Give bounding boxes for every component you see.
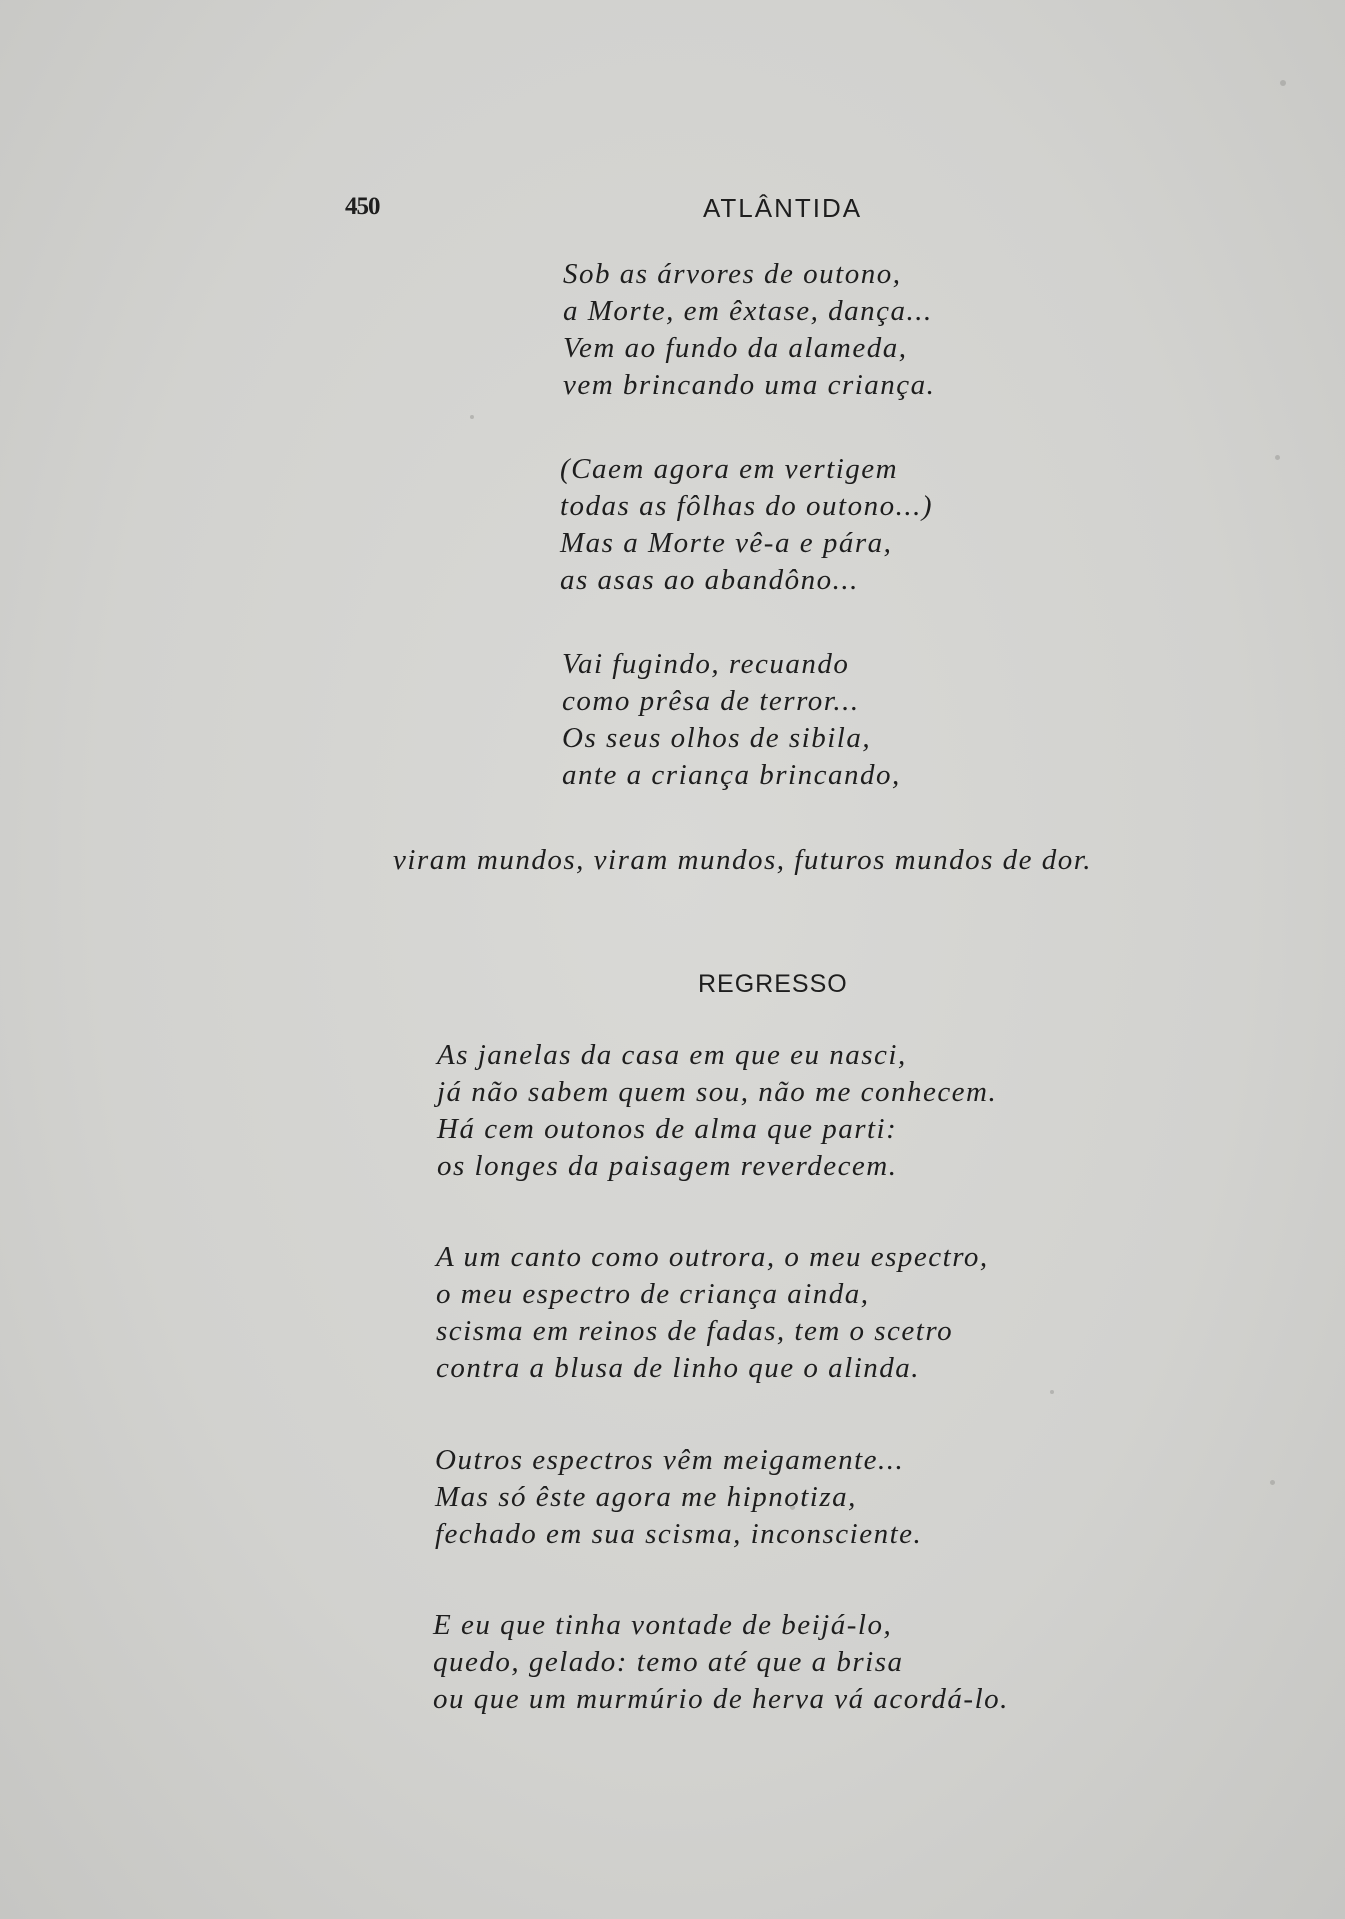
- stanza: [433, 1607, 1009, 1718]
- paper-speck: [1050, 1390, 1054, 1394]
- verse-line: (Caem agora em vertigem: [560, 453, 899, 485]
- stanza: [437, 1037, 997, 1185]
- paper-speck: [470, 415, 474, 419]
- verse-line: como prêsa de terror...: [562, 685, 860, 717]
- verse-line: A um canto como outrora, o meu espectro,: [436, 1241, 989, 1273]
- verse-line: fechado em sua scisma, inconsciente.: [435, 1518, 923, 1550]
- verse-line: Outros espectros vêm meigamente...: [435, 1444, 905, 1476]
- verse-line: vem brincando uma criança.: [563, 369, 936, 401]
- verse-line: o meu espectro de criança ainda,: [436, 1278, 870, 1310]
- verse-line: as asas ao abandôno...: [560, 564, 859, 596]
- verse-line: E eu que tinha vontade de beijá-lo,: [433, 1609, 893, 1641]
- stanza: [436, 1239, 989, 1387]
- verse-line: a Morte, em êxtase, dança...: [563, 295, 933, 327]
- stanza: [563, 256, 935, 404]
- paper-speck: [1275, 455, 1280, 460]
- verse-line: Mas a Morte vê-a e pára,: [560, 527, 893, 559]
- stanza: [435, 1442, 922, 1553]
- running-title: ATLÂNTIDA: [703, 193, 863, 223]
- paper-speck: [1280, 80, 1286, 86]
- poem-title: REGRESSO: [698, 970, 848, 998]
- verse-line: viram mundos, viram mundos, futuros mundos de dor.: [393, 844, 1093, 876]
- verse-line: Há cem outonos de alma que parti:: [437, 1113, 898, 1145]
- verse-line: Vem ao fundo da alameda,: [563, 332, 908, 364]
- stanza: [560, 451, 933, 599]
- verse-line: As janelas da casa em que eu nasci,: [437, 1039, 907, 1071]
- verse-line: todas as fôlhas do outono...): [560, 490, 933, 522]
- verse-line: Vai fugindo, recuando: [562, 648, 850, 680]
- paper-speck: [1270, 1480, 1275, 1485]
- verse-line: scisma em reinos de fadas, tem o scetro: [436, 1315, 954, 1347]
- verse-line: ante a criança brincando,: [562, 759, 901, 791]
- page-number: 450: [345, 193, 380, 220]
- verse-line: Sob as árvores de outono,: [563, 258, 902, 290]
- verse-line: contra a blusa de linho que o alinda.: [436, 1352, 921, 1384]
- verse-line: já não sabem quem sou, não me conhecem.: [437, 1076, 998, 1108]
- verse-line: ou que um murmúrio de herva vá acordá-lo.: [433, 1683, 1009, 1715]
- verse-line: Mas só êste agora me hipnotiza,: [435, 1481, 857, 1513]
- verse-line: quedo, gelado: temo até que a brisa: [433, 1646, 904, 1678]
- verse-line: os longes da paisagem reverdecem.: [437, 1150, 898, 1182]
- stanza: [393, 842, 1092, 879]
- verse-line: Os seus olhos de sibila,: [562, 722, 872, 754]
- stanza: [562, 646, 901, 794]
